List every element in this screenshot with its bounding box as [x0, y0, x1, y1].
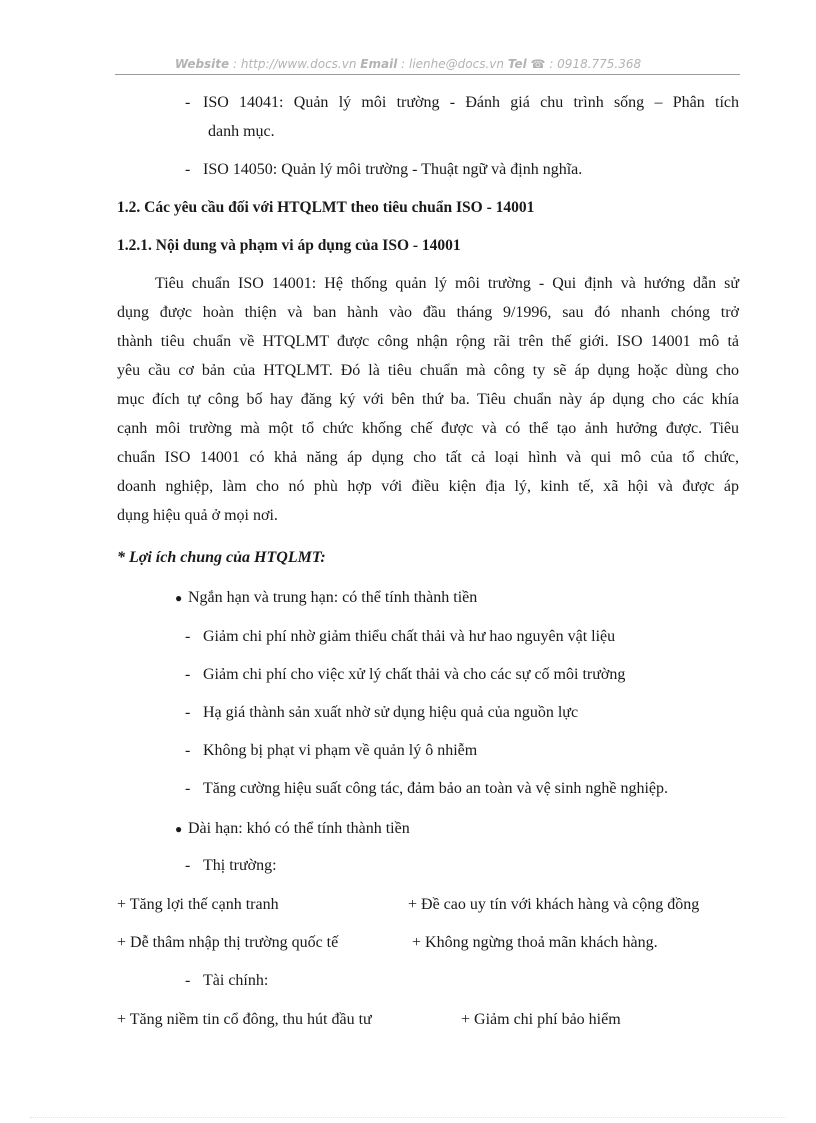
dash-marker: -	[185, 628, 191, 645]
paragraph-line: Tiêu chuẩn ISO 14001: Hệ thống quản lý môi trường - Qui định và hướng dẫn sử	[155, 275, 739, 292]
paragraph-line: doanh nghiệp, làm cho nó phù hợp với điều kiện địa lý, kinh tế, xã hội và được áp	[117, 478, 739, 495]
dash-marker: -	[185, 666, 191, 683]
bullet-icon: ●	[175, 822, 183, 836]
dash-marker: -	[185, 742, 191, 759]
page-bottom-border	[30, 1117, 786, 1118]
market-benefit: + Dễ thâm nhập thị trường quốc tế	[117, 934, 339, 951]
email-label: Email	[360, 57, 398, 71]
short-term-item: Tăng cường hiệu suất công tác, đảm bảo an toàn và vệ sinh nghề nghiệp.	[203, 780, 668, 797]
paragraph-line: yêu cầu cơ bản của HTQLMT. Đó là tiêu chuẩn mà công ty sẽ áp dụng hoặc dùng cho	[117, 362, 739, 379]
website-label: Website	[174, 57, 230, 71]
list-item-iso14041-line1: ISO 14041: Quản lý môi trường - Đánh giá chu trình sống – Phân tích	[203, 94, 739, 111]
paragraph-line: mục đích tự công bố hay đăng ký với bên thứ ba. Tiêu chuẩn này áp dụng cho các khía	[117, 391, 739, 408]
paragraph-line: cạnh môi trường mà một tổ chức khống chế được và có thể tạo ảnh hưởng được. Tiêu	[117, 420, 739, 437]
section-heading: 1.2. Các yêu cầu đối với HTQLMT theo tiêu chuẩn ISO - 14001	[117, 199, 535, 216]
short-term-label: Ngắn hạn và trung hạn: có thể tính thành tiền	[188, 589, 478, 606]
email-value[interactable]: : lienhe@docs.vn	[401, 57, 504, 71]
dash-marker: -	[185, 972, 191, 989]
short-term-item: Hạ giá thành sản xuất nhờ sử dụng hiệu quả của nguồn lực	[203, 704, 579, 721]
finance-benefit: + Tăng niềm tin cổ đông, thu hút đầu tư	[117, 1011, 372, 1028]
market-benefit: + Không ngừng thoả mãn khách hàng.	[412, 934, 658, 951]
bullet-icon: ●	[175, 591, 183, 605]
list-item-iso14041-line2: danh mục.	[208, 123, 275, 140]
paragraph-line: dụng hiệu quả ở mọi nơi.	[117, 507, 278, 524]
tel-label: Tel	[507, 57, 527, 71]
list-item-iso14050: ISO 14050: Quản lý môi trường - Thuật ngữ và định nghĩa.	[203, 161, 583, 178]
market-benefit: + Đề cao uy tín với khách hàng và cộng đồng	[408, 896, 700, 913]
finance-benefit: + Giảm chi phí bảo hiểm	[461, 1011, 621, 1028]
dash-marker: -	[185, 94, 191, 111]
tel-value: : 0918.775.368	[549, 57, 642, 71]
short-term-item: Không bị phạt vi phạm về quản lý ô nhiễm	[203, 742, 478, 759]
dash-marker: -	[185, 704, 191, 721]
market-benefit: + Tăng lợi thế cạnh tranh	[117, 896, 279, 913]
long-term-label: Dài hạn: khó có thể tính thành tiền	[188, 820, 410, 837]
benefits-heading: * Lợi ích chung của HTQLMT:	[117, 549, 326, 566]
short-term-item: Giảm chi phí cho việc xử lý chất thải và cho các sự cố môi trường	[203, 666, 626, 683]
paragraph-line: dụng được hoàn thiện và ban hành vào đầu tháng 9/1996, sau đó nhanh chóng trở	[117, 304, 739, 321]
subsection-heading: 1.2.1. Nội dung và phạm vi áp dụng của ISO - 14001	[117, 237, 461, 254]
dash-marker: -	[185, 780, 191, 797]
paragraph-line: chuẩn ISO 14001 có khả năng áp dụng cho tất cả loại hình và qui mô của tổ chức,	[117, 449, 739, 466]
phone-icon: ☎	[530, 57, 546, 71]
finance-label: Tài chính:	[203, 972, 269, 989]
paragraph-line: thành tiêu chuẩn về HTQLMT được công nhận rộng rãi trên thế giới. ISO 14001 mô tả	[117, 333, 739, 350]
short-term-item: Giảm chi phí nhờ giảm thiểu chất thải và hư hao nguyên vật liệu	[203, 628, 616, 645]
website-value[interactable]: : http://www.docs.vn	[233, 57, 357, 71]
dash-marker: -	[185, 857, 191, 874]
dash-marker: -	[185, 161, 191, 178]
market-label: Thị trường:	[203, 857, 277, 874]
